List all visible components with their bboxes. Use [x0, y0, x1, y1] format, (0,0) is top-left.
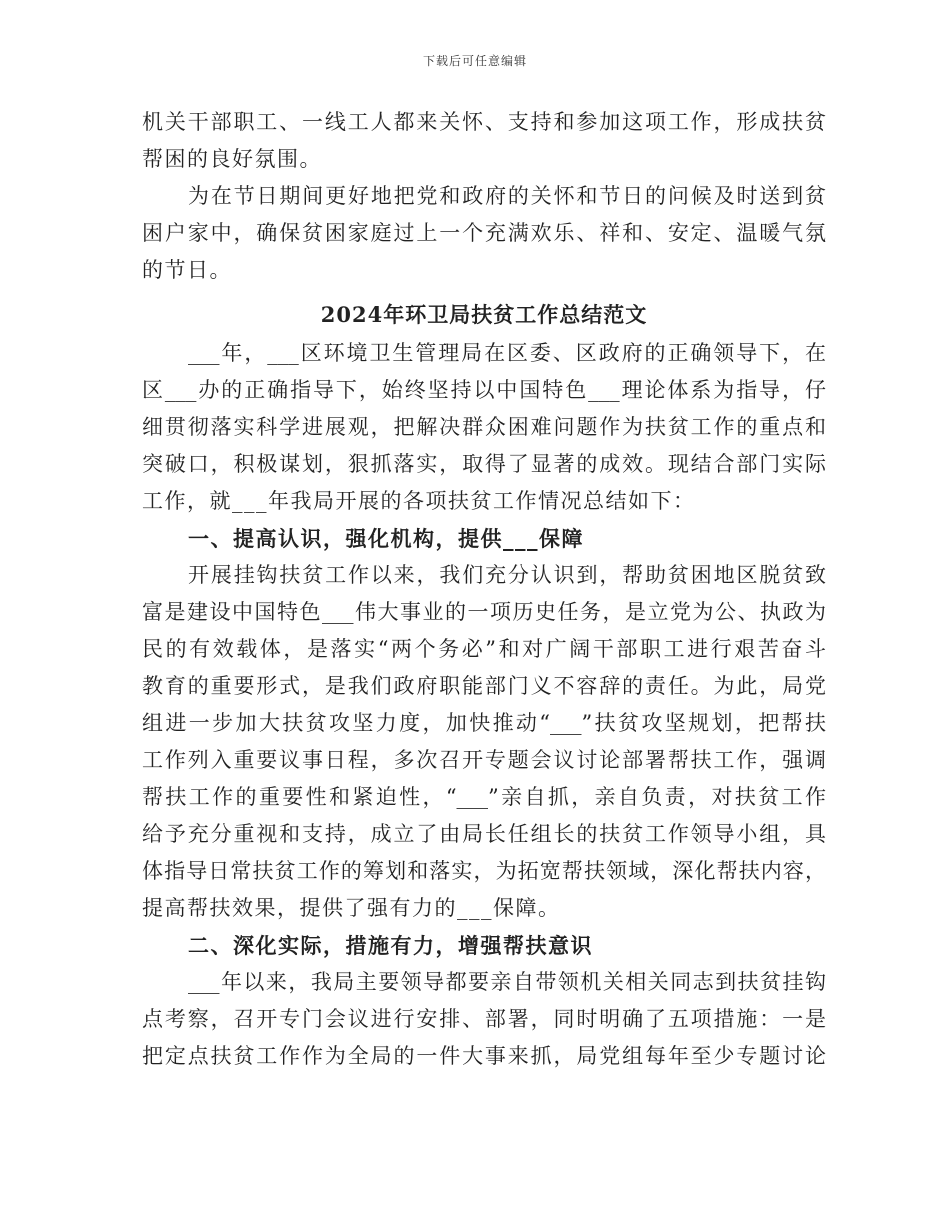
text-line: 教育的重要形式，是我们政府职能部门义不容辞的责任。为此，局党: [142, 674, 826, 698]
intro-paragraphs: [142, 104, 826, 289]
text-line: 困户家中，确保贫困家庭过上一个充满欢乐、祥和、安定、温暖气氛: [142, 221, 826, 245]
section-heading: 一、提高认识，强化机构，提供___保障: [188, 526, 584, 551]
text-line: 富是建设中国特色___伟大事业的一项历史任务，是立党为公、执政为: [142, 600, 826, 624]
section-heading: 二、深化实际，措施有力，增强帮扶意识: [188, 933, 593, 958]
text-line: 区___办的正确指导下，始终坚持以中国特色___理论体系为指导，仔: [142, 378, 826, 402]
text-line: 点考察，召开专门会议进行安排、部署，同时明确了五项措施：一是: [142, 1007, 826, 1031]
document-title: 2024年环卫局扶贫工作总结范文: [320, 302, 648, 327]
summary-paragraphs: [142, 335, 826, 1075]
text-line: 细贯彻落实科学进展观，把解决群众困难问题作为扶贫工作的重点和: [142, 415, 826, 439]
text-line: 帮扶工作的重要性和紧迫性，“___”亲自抓，亲自负责，对扶贫工作: [142, 785, 826, 809]
text-line: ___年以来，我局主要领导都要亲自带领机关相关同志到扶贫挂钩: [188, 970, 826, 994]
text-line: 工作，就___年我局开展的各项扶贫工作情况总结如下：: [142, 489, 696, 513]
text-line: 把定点扶贫工作作为全局的一件大事来抓，局党组每年至少专题讨论: [142, 1044, 826, 1068]
text-line: 给予充分重视和支持，成立了由局长任组长的扶贫工作领导小组，具: [142, 822, 826, 846]
text-line: 民的有效载体，是落实“两个务必”和对广阔干部职工进行艰苦奋斗: [142, 637, 826, 661]
text-line: 开展挂钩扶贫工作以来，我们充分认识到，帮助贫困地区脱贫致: [188, 563, 826, 587]
text-line: 体指导日常扶贫工作的筹划和落实，为拓宽帮扶领域，深化帮扶内容，: [142, 859, 826, 883]
text-line: 工作列入重要议事日程，多次召开专题会议讨论部署帮扶工作，强调: [142, 748, 826, 772]
text-line: 突破口，积极谋划，狠抓落实，取得了显著的成效。现结合部门实际: [142, 452, 826, 476]
text-line: 提高帮扶效果，提供了强有力的___保障。: [142, 896, 561, 920]
text-line: ___年，___区环境卫生管理局在区委、区政府的正确领导下，在: [188, 341, 826, 365]
document-body: [142, 104, 826, 1075]
text-line: 组进一步加大扶贫攻坚力度，加快推动“___”扶贫攻坚规划，把帮扶: [142, 711, 826, 735]
page-header: 下载后可任意编辑: [422, 54, 527, 68]
text-line: 机关干部职工、一线工人都来关怀、支持和参加这项工作，形成扶贫: [142, 110, 826, 134]
text-line: 的节日。: [142, 258, 232, 282]
text-line: 为在节日期间更好地把党和政府的关怀和节日的问候及时送到贫: [188, 184, 826, 208]
text-line: 帮困的良好氛围。: [142, 147, 322, 171]
